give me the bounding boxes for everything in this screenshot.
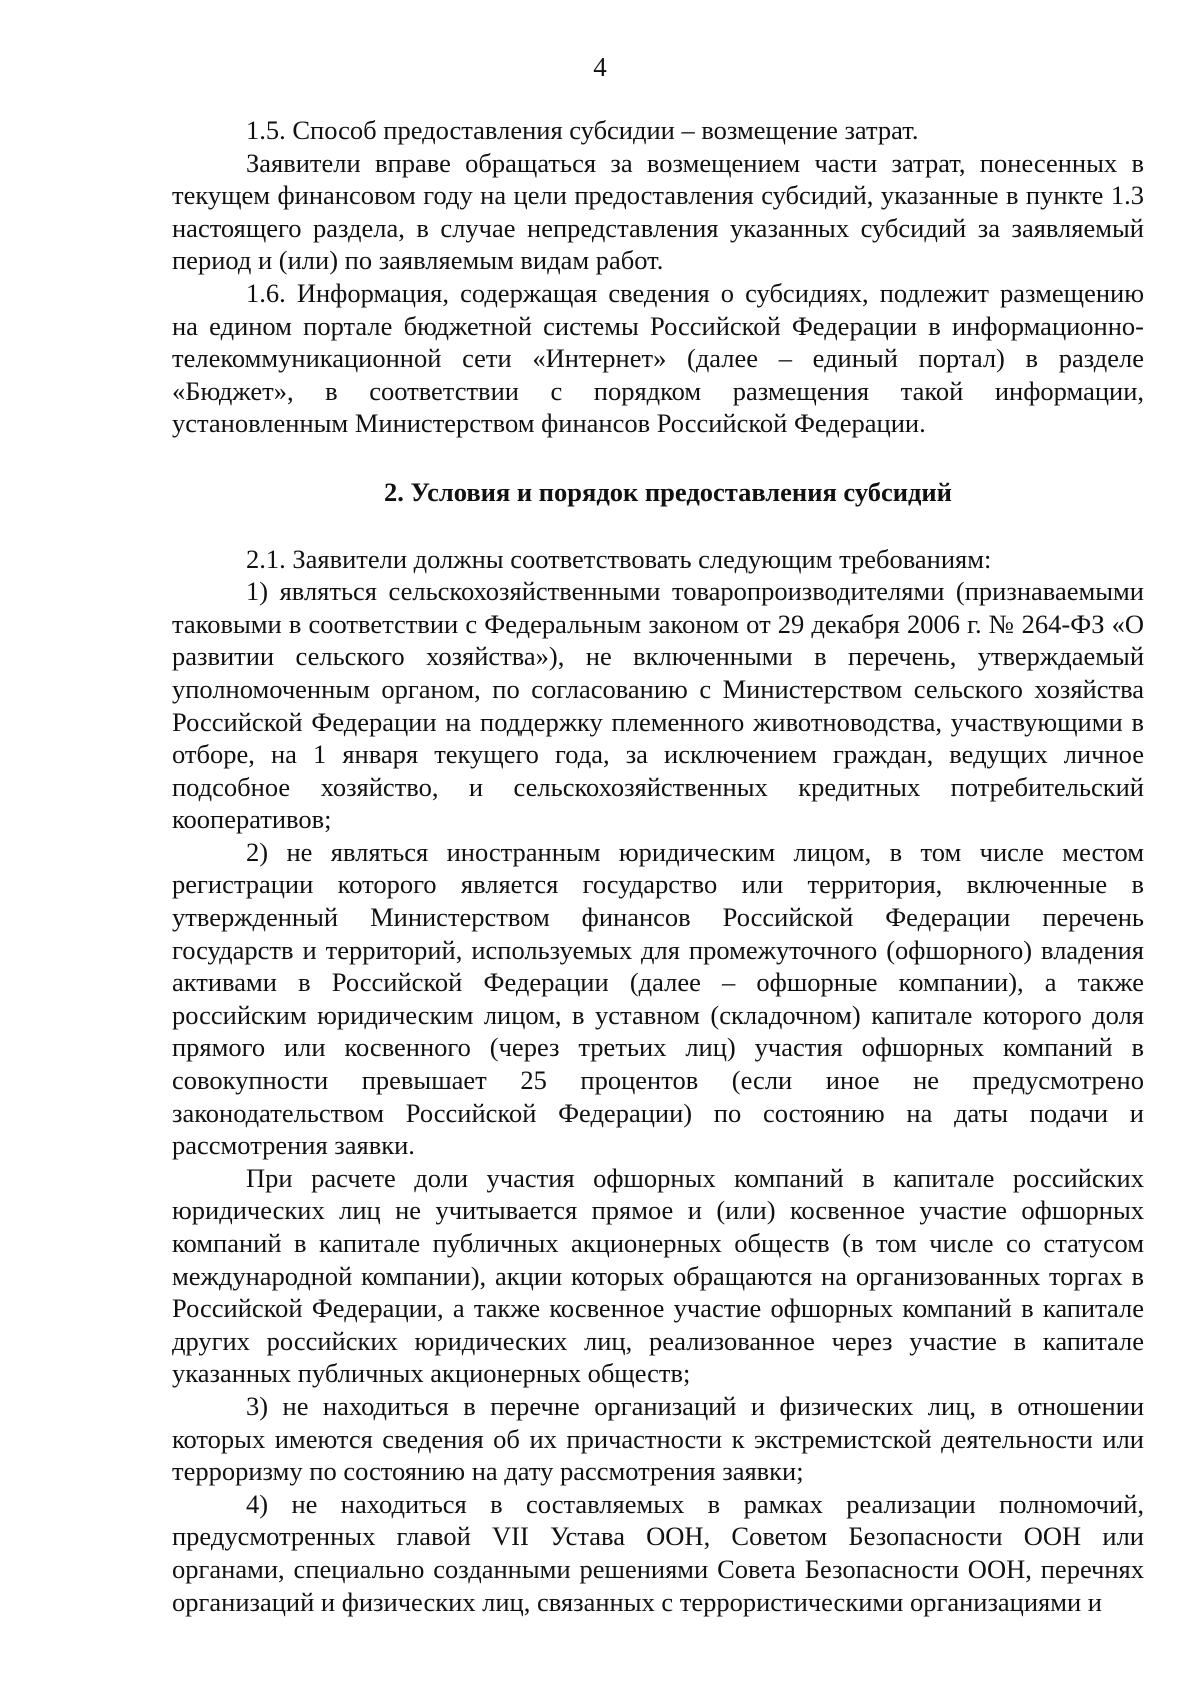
paragraph-requirement-2: 2) не являться иностранным юридическим лицом, в том числе местом регистрации которого является государство или территория, включенные в утвержденный Министерством финансов Российской Федерации перечень государств и территорий, используемых для промежуточного (офшорного) владения активами в Российской Федерации (далее – офшорные компании), а также российским юридическим лицом, в уставном (складочном) капитале которого доля прямого или косвенного (через третьих лиц) участия офшорных компаний в совокупности превышает 25 процентов (если иное не предусмотрено законодательством Российской Федерации) по состоянию на даты подачи и рассмотрения заявки.: [172, 836, 1144, 1161]
section-heading: 2. Условия и порядок предоставления субсидий: [384, 476, 952, 507]
paragraph-applicants-right: Заявители вправе обращаться за возмещением части затрат, понесенных в текущем финансовом году на цели предоставления субсидий, указанные в пункте 1.3 настоящего раздела, в случае непредставления указанных субсидий за заявляемый период и (или) по заявляемым видам работ.: [172, 147, 1144, 276]
paragraph-1-6: 1.6. Информация, содержащая сведения о субсидиях, подлежит размещению на едином портале бюджетной системы Российской Федерации в информационно-телекоммуникационной сети «Интернет» (далее – единый портал) в разделе «Бюджет», в соответствии с порядком размещения такой информации, установленным Министерством финансов Российской Федерации.: [172, 277, 1144, 439]
paragraph-requirement-3: 3) не находиться в перечне организаций и физических лиц, в отношении которых имеются сведения об их причастности к экстремистской деятельности или терроризму по состоянию на дату рассмотрения заявки;: [172, 1390, 1144, 1487]
paragraph-requirement-4: 4) не находиться в составляемых в рамках реализации полномочий, предусмотренных главой VII Устава ООН, Советом Безопасности ООН или органами, специально созданными решениями Совета Безопасности ООН, перечнях организаций и физических лиц, связанных с террористическими организациями и: [172, 1488, 1144, 1617]
page-number: 4: [593, 52, 607, 82]
paragraph-1-5: 1.5. Способ предоставления субсидии – возмещение затрат.: [246, 115, 919, 145]
paragraph-2-1: 2.1. Заявители должны соответствовать следующим требованиям:: [246, 543, 992, 574]
paragraph-requirement-1: 1) являться сельскохозяйственными товаропроизводителями (признаваемыми таковыми в соответствии с Федеральным законом от 29 декабря 2006 г. № 264-ФЗ «О развитии сельского хозяйства»), не включенными в перечень, утверждаемый уполномоченным органом, по согласованию с Министерством сельского хозяйства Российской Федерации на поддержку племенного животноводства, участвующими в отборе, на 1 января текущего года, за исключением граждан, ведущих личное подсобное хозяйство, и сельскохозяйственных кредитных потребительский кооперативов;: [172, 576, 1144, 835]
paragraph-offshore-calculation: При расчете доли участия офшорных компаний в капитале российских юридических лиц не учитывается прямое и (или) косвенное участие офшорных компаний в капитале публичных акционерных обществ (в том числе со статусом международной компании), акции которых обращаются на организованных торгах в Российской Федерации, а также косвенное участие офшорных компаний в капитале других российских юридических лиц, реализованное через участие в капитале указанных публичных акционерных обществ;: [172, 1162, 1144, 1389]
document-body: [172, 114, 1144, 1618]
